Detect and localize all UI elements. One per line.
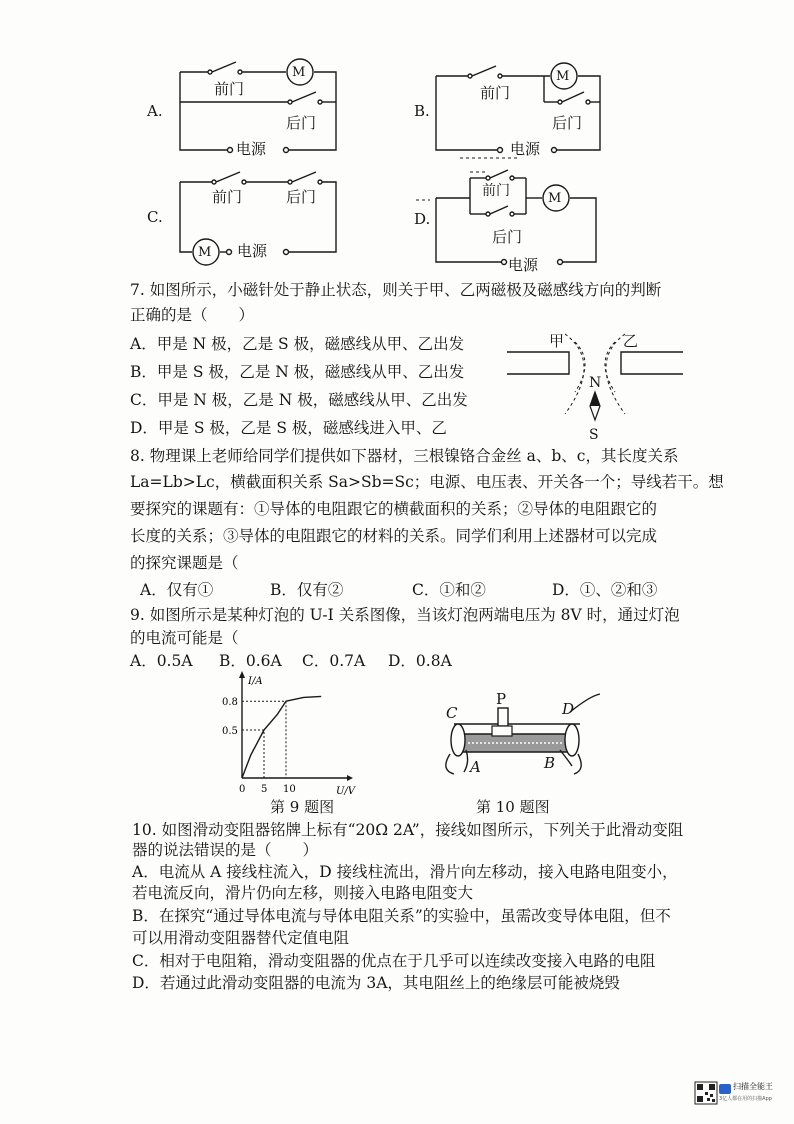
- circuit-b-front-door: 前门: [480, 84, 511, 102]
- circuit-a-power: 电源: [236, 140, 267, 158]
- y-tick-label-0.5: 0.5: [222, 726, 238, 737]
- circuit-d-front-door: 前门: [482, 183, 510, 199]
- q10-option-b-line1: B．在探究“通过导体电流与导体电阻关系”的实验中，虽需改变导体电阻，但不: [132, 907, 671, 925]
- x-tick-label-10: 10: [283, 784, 296, 795]
- y-axis-arrow: [239, 671, 245, 678]
- qr-code-icon: [695, 1082, 717, 1104]
- chart-marks: [222, 696, 321, 795]
- q9-option-d: D．0.8A: [388, 652, 452, 670]
- circuit-a-front-door: 前门: [214, 80, 245, 98]
- circuit-c-front-door: 前门: [212, 188, 243, 206]
- q9-option-c: C．0.7A: [302, 652, 366, 670]
- guide-line-2: [242, 701, 286, 778]
- x-tick-label-5: 5: [261, 784, 268, 795]
- fig10-terminal-c: C: [446, 704, 458, 722]
- circuit-b-motor-label: M: [556, 69, 570, 84]
- circuit-d: [410, 170, 630, 274]
- stamp-subtitle: 3亿人都在用的扫描App: [719, 1096, 772, 1102]
- q8-stem-line2: La=Lb>Lc，横截面积关系 Sa>Sb=Sc；电源、电压表、开关各一个；导线若干。想: [130, 473, 724, 491]
- q7-magnet-figure: [505, 322, 685, 444]
- fig10-slider-p: P: [496, 690, 507, 708]
- q7-needle-north: N: [589, 375, 602, 391]
- camscanner-logo-icon: [719, 1084, 731, 1094]
- circuit-a-back-door: 后门: [286, 114, 317, 132]
- circuit-c: [140, 170, 360, 270]
- q8-option-a: A．仅有①: [140, 581, 214, 599]
- q10-option-a-line2: 若电流反向，滑片仍向左移，则接入电路电阻变大: [132, 884, 474, 902]
- circuit-d-option: D.: [414, 210, 431, 228]
- circuit-d-motor-label: M: [548, 191, 562, 206]
- ui-curve-line: [242, 696, 321, 778]
- circuit-d-back-door: 后门: [492, 228, 523, 246]
- q8-stem-line4: 长度的关系；③导体的电阻跟它的材料的关系。同学们利用上述器材可以完成: [130, 527, 658, 545]
- fig10-rheostat: [440, 690, 610, 786]
- circuit-b-option: B.: [414, 102, 430, 120]
- q9-stem-line1: 9. 如图所示是某种灯泡的 U-I 关系图像，当该灯泡两端电压为 8V 时，通过灯泡: [130, 606, 680, 624]
- x-axis-arrow: [347, 775, 353, 781]
- q7-pole-jia: 甲: [549, 332, 565, 350]
- circuit-a-motor-label: M: [292, 65, 306, 80]
- fig10-caption: 第 10 题图: [476, 798, 550, 816]
- q8-stem-line5: 的探究课题是（: [130, 554, 239, 572]
- q9-option-b: B．0.6A: [219, 652, 282, 670]
- stamp-title: 扫描全能王: [733, 1082, 773, 1091]
- x-tick-label-0: 0: [239, 784, 246, 795]
- q10-option-b-line2: 可以用滑动变阻器替代定值电阻: [132, 929, 350, 947]
- y-axis-label: I/A: [248, 676, 263, 687]
- circuit-b: [410, 58, 630, 168]
- circuit-c-motor-label: M: [198, 245, 212, 260]
- q8-option-d: D．①、②和③: [552, 581, 658, 599]
- q7-pole-yi: 乙: [623, 332, 639, 350]
- q9-stem-line2: 的电流可能是（: [130, 629, 239, 647]
- circuit-b-power: 电源: [510, 140, 541, 158]
- q9-option-a: A．0.5A: [130, 652, 193, 670]
- circuit-b-back-door: 后门: [552, 114, 583, 132]
- q8-option-b: B．仅有②: [270, 581, 344, 599]
- q7-needle-south: S: [589, 427, 599, 443]
- q10-option-a-line1: A．电流从 A 接线柱流入，D 接线柱流出，滑片向左移动，接入电路电阻变小，: [132, 863, 678, 881]
- rheostat-drawing: [440, 690, 610, 786]
- q10-stem-line1: 10. 如图滑动变阻器铭牌上标有“20Ω 2A”，接线如图所示，下列关于此滑动变阻: [132, 821, 684, 839]
- q7-option-d: D．甲是 S 极，乙是 S 极，磁感线进入甲、乙: [130, 419, 447, 437]
- fig10-terminal-b: B: [544, 754, 556, 772]
- fig10-terminal-d: D: [562, 700, 575, 718]
- q7-stem-line2: 正确的是（ ）: [130, 306, 255, 324]
- q7-option-b: B．甲是 S 极，乙是 N 极，磁感线从甲、乙出发: [130, 363, 465, 381]
- q8-stem-line1: 8. 物理课上老师给同学们提供如下器材，三根镍铬合金丝 a、b、c，其长度关系: [130, 447, 679, 465]
- circuit-a: [140, 58, 360, 168]
- q8-stem-line3: 要探究的课题有：①导体的电阻跟它的横截面积的关系；②导体的电阻跟它的: [130, 500, 658, 518]
- q7-stem-line1: 7. 如图所示，小磁针处于静止状态，则关于甲、乙两磁极及磁感线方向的判断: [130, 281, 662, 299]
- fig10-terminal-a: A: [470, 758, 481, 776]
- circuit-d-power: 电源: [508, 256, 539, 274]
- y-tick-label-0.8: 0.8: [222, 697, 238, 709]
- q7-option-c: C．甲是 N 极，乙是 N 极，磁感线从甲、乙出发: [130, 391, 468, 409]
- q8-option-c: C．①和②: [412, 581, 486, 599]
- q10-stem-line2: 器的说法错误的是（ ）: [132, 841, 319, 859]
- x-axis-label: U/V: [336, 786, 356, 797]
- fig9-caption: 第 9 题图: [270, 798, 335, 816]
- circuit-c-power: 电源: [237, 242, 268, 260]
- ui-curve-chart: [222, 670, 362, 800]
- q7-option-a: A．甲是 N 极，乙是 S 极，磁感线从甲、乙出发: [130, 335, 465, 353]
- q10-option-c: C．相对于电阻箱，滑动变阻器的优点在于几乎可以连续改变接入电路的电阻: [132, 952, 656, 970]
- circuit-c-back-door: 后门: [286, 188, 317, 206]
- scanner-stamp: [693, 1080, 793, 1110]
- q10-option-d: D．若通过此滑动变阻器的电流为 3A，其电阻丝上的绝缘层可能被烧毁: [132, 974, 620, 992]
- circuit-a-option: A.: [147, 102, 163, 120]
- circuit-c-option: C.: [147, 208, 163, 226]
